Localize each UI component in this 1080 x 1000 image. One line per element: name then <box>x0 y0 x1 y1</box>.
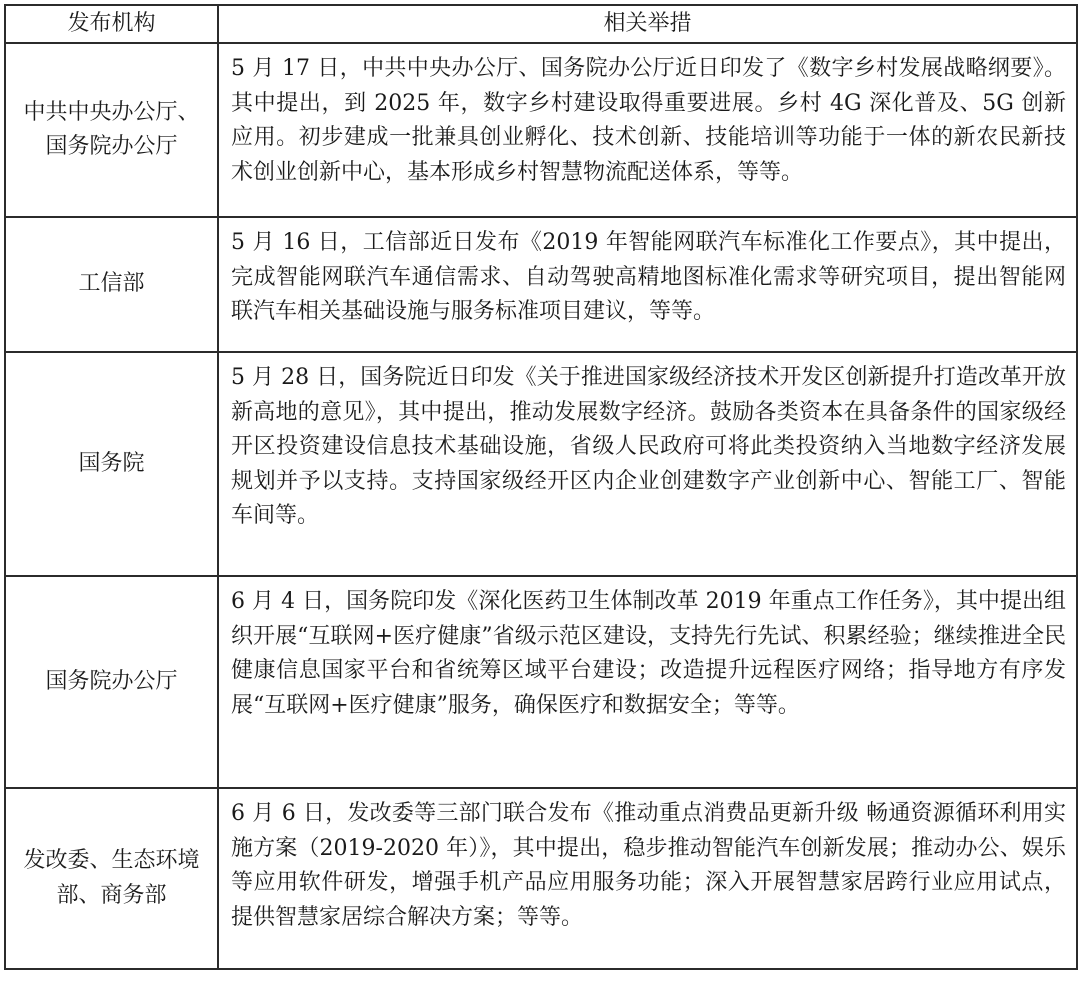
org-cell: 中共中央办公厅、国务院办公厅 <box>5 43 218 217</box>
measure-cell: 5 月 17 日，中共中央办公厅、国务院办公厅近日印发了《数字乡村发展战略纲要》。其中提出，到 2025 年，数字乡村建设取得重要进展。乡村 4G 深化普及、5G 创新应用。初步建成一批兼具创业孵化、技术创新、技能培训等功能于一体的新农民新技术创业创新中心，基本形成乡村智慧物流配送体系，等等。 <box>218 43 1077 217</box>
policy-table <box>4 4 1078 970</box>
measure-cell: 6 月 6 日，发改委等三部门联合发布《推动重点消费品更新升级 畅通资源循环利用实施方案（2019-2020 年）》，其中提出，稳步推动智能汽车创新发展；推动办公、娱乐等应用软件研发，增强手机产品应用服务功能；深入开展智慧家居跨行业应用试点，提供智慧家居综合解决方案；等等。 <box>218 788 1077 969</box>
org-cell: 国务院 <box>5 352 218 576</box>
org-cell: 工信部 <box>5 217 218 352</box>
table-row <box>5 788 1077 969</box>
column-header-org: 发布机构 <box>5 5 218 43</box>
org-cell: 发改委、生态环境部、商务部 <box>5 788 218 969</box>
table-row <box>5 352 1077 576</box>
column-header-measures: 相关举措 <box>218 5 1077 43</box>
table-header-row <box>5 5 1077 43</box>
measure-cell: 5 月 28 日，国务院近日印发《关于推进国家级经济技术开发区创新提升打造改革开放新高地的意见》，其中提出，推动发展数字经济。鼓励各类资本在具备条件的国家级经开区投资建设信息技术基础设施，省级人民政府可将此类投资纳入当地数字经济发展规划并予以支持。支持国家级经开区内企业创建数字产业创新中心、智能工厂、智能车间等。 <box>218 352 1077 576</box>
table-row <box>5 217 1077 352</box>
table-row <box>5 576 1077 788</box>
measure-cell: 5 月 16 日，工信部近日发布《2019 年智能网联汽车标准化工作要点》，其中提出，完成智能网联汽车通信需求、自动驾驶高精地图标准化需求等研究项目，提出智能网联汽车相关基础设施与服务标准项目建议，等等。 <box>218 217 1077 352</box>
table-row <box>5 43 1077 217</box>
org-cell: 国务院办公厅 <box>5 576 218 788</box>
measure-cell: 6 月 4 日，国务院印发《深化医药卫生体制改革 2019 年重点工作任务》，其中提出组织开展“互联网+医疗健康”省级示范区建设，支持先行先试、积累经验；继续推进全民健康信息国家平台和省统筹区域平台建设；改造提升远程医疗网络；指导地方有序发展“互联网+医疗健康”服务，确保医疗和数据安全；等等。 <box>218 576 1077 788</box>
